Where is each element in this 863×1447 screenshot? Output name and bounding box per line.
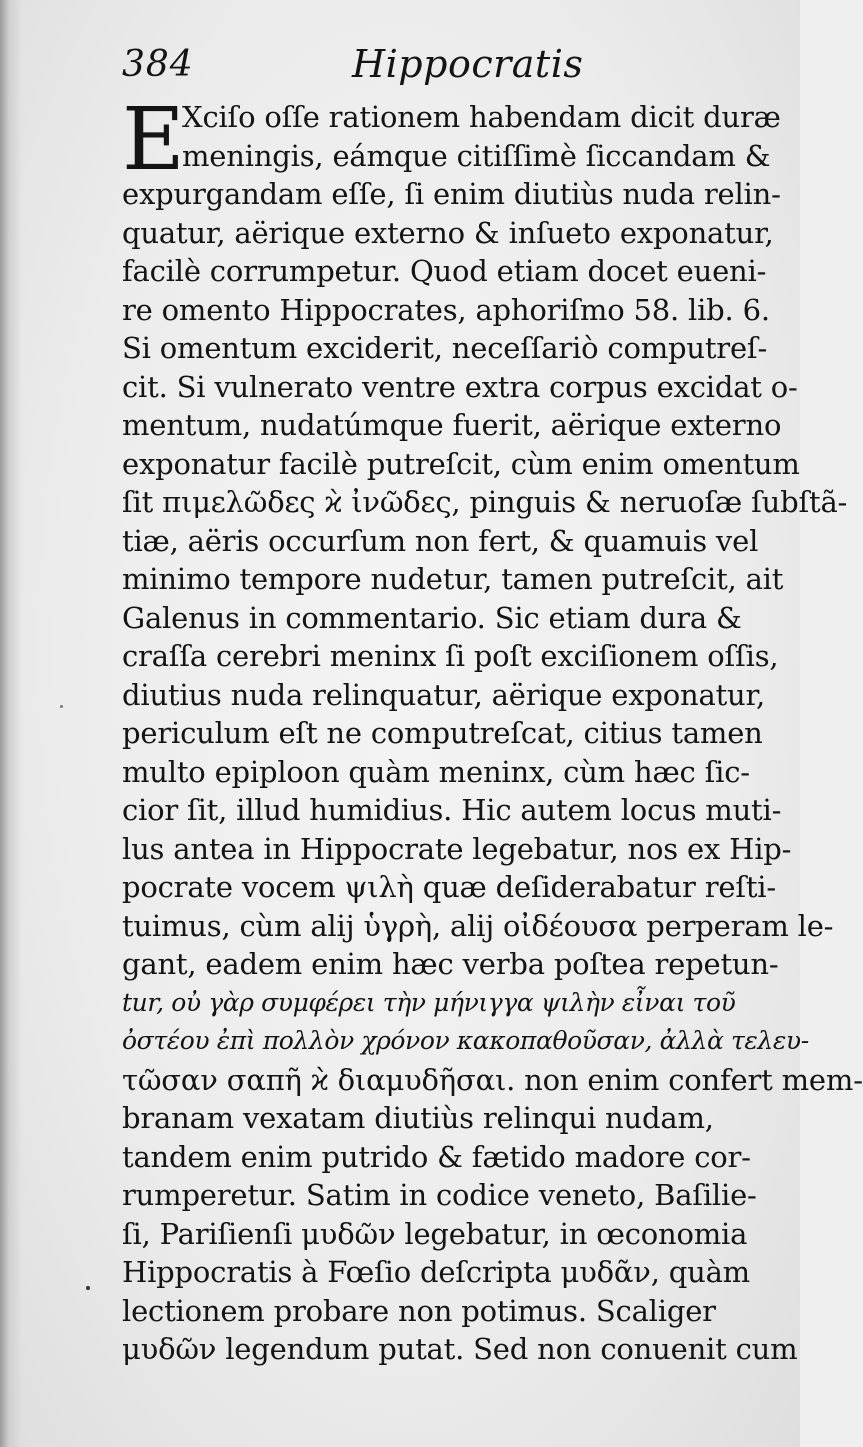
text-line: rumperetur. Satim in codice veneto, Baſilie- [122,1178,757,1212]
text-line: tur, οὐ γὰρ συμφέρει τὴν μήνιγγα ψιλὴν εἶναι τοῦ [122,987,736,1017]
text-line: ſit πιμελῶδες ϰ̀ ἰνῶδες, pinguis & neruoſæ ſubſtã- [122,485,848,519]
text-line: Hippocratis à Fœſio deſcripta μυδᾶν, quàm [122,1255,750,1289]
text-line: τῶσαν σαπῆ ϰ̀ διαμυδῆσαι. non enim confert mem- [122,1062,863,1097]
body-text [122,90,863,1369]
text-line: minimo tempore nudetur, tamen putreſcit, ait [122,562,784,596]
drop-cap: E [122,90,185,190]
page-number: 384 [122,44,194,85]
text-line: craſſa cerebri meninx ſi poſt exciſionem oſſis, [122,639,779,673]
text-line: Galenus in commentario. Sic etiam dura & [122,600,742,635]
page-header [122,40,772,92]
text-line: Xciſo oſſe rationem habendam dicit duræ [182,100,781,134]
text-line: tandem enim putrido & fætido madore cor- [122,1139,751,1174]
page-gutter-shadow [0,0,22,1447]
text-line: ſi, Pariſienſi μυδῶν legebatur, in œconomia [122,1216,748,1251]
ink-speck [86,1286,90,1290]
text-line: mentum, nudatúmque fuerit, aërique externo [122,408,782,442]
running-title: Hippocratis [352,42,584,86]
text-line: ὀστέου ἐπὶ πολλὸν χρόνον κακοπαθοῦσαν, ἀλλὰ τελευ- [122,1026,809,1055]
text-line: periculum eſt ne computreſcat, citius tamen [122,716,763,750]
text-line: μυδῶν legendum putat. Sed non conuenit cum [122,1332,798,1366]
text-line: lus antea in Hippocrate legebatur, nos ex Hip- [122,831,792,866]
text-line: multo epiploon quàm meninx, cùm hæc ſic- [122,754,750,789]
text-line: lectionem probare non potimus. Scaliger [122,1293,716,1328]
text-line: exponatur facilè putreſcit, cùm enim omentum [122,446,800,481]
text-line: expurgandam eſſe, ſi enim diutiùs nuda relin- [122,177,781,211]
text-line: quatur, aërique externo & inſueto exponatur, [122,215,774,250]
text-line: meningis, eámque citiſſimè ſiccandam & [182,138,771,173]
text-line: pocrate vocem ψιλὴ quæ deſiderabatur reſti- [122,870,776,904]
text-line: facilè corrumpetur. Quod etiam docet eueni- [122,254,767,288]
text-line: diutius nuda relinquatur, aërique exponatur, [122,677,766,712]
text-line: gant, eadem enim hæc verba poſtea repetun- [122,947,779,981]
text-line: cit. Si vulnerato ventre extra corpus excidat o- [122,369,798,404]
text-line: cior ſit, illud humidius. Hic autem locus muti- [122,793,782,827]
ink-speck [60,705,63,708]
text-line: tuimus, cùm alij ὑγρὴ, alij οἰδέουσα perperam le- [122,908,834,943]
text-line: Si omentum exciderit, neceſſariò computreſ- [122,331,768,365]
text-line: re omento Hippocrates, aphoriſmo 58. lib. 6. [122,292,770,327]
text-line: branam vexatam diutiùs relinqui nudam, [122,1101,714,1135]
text-line: tiæ, aëris occurſum non fert, & quamuis vel [122,523,759,558]
